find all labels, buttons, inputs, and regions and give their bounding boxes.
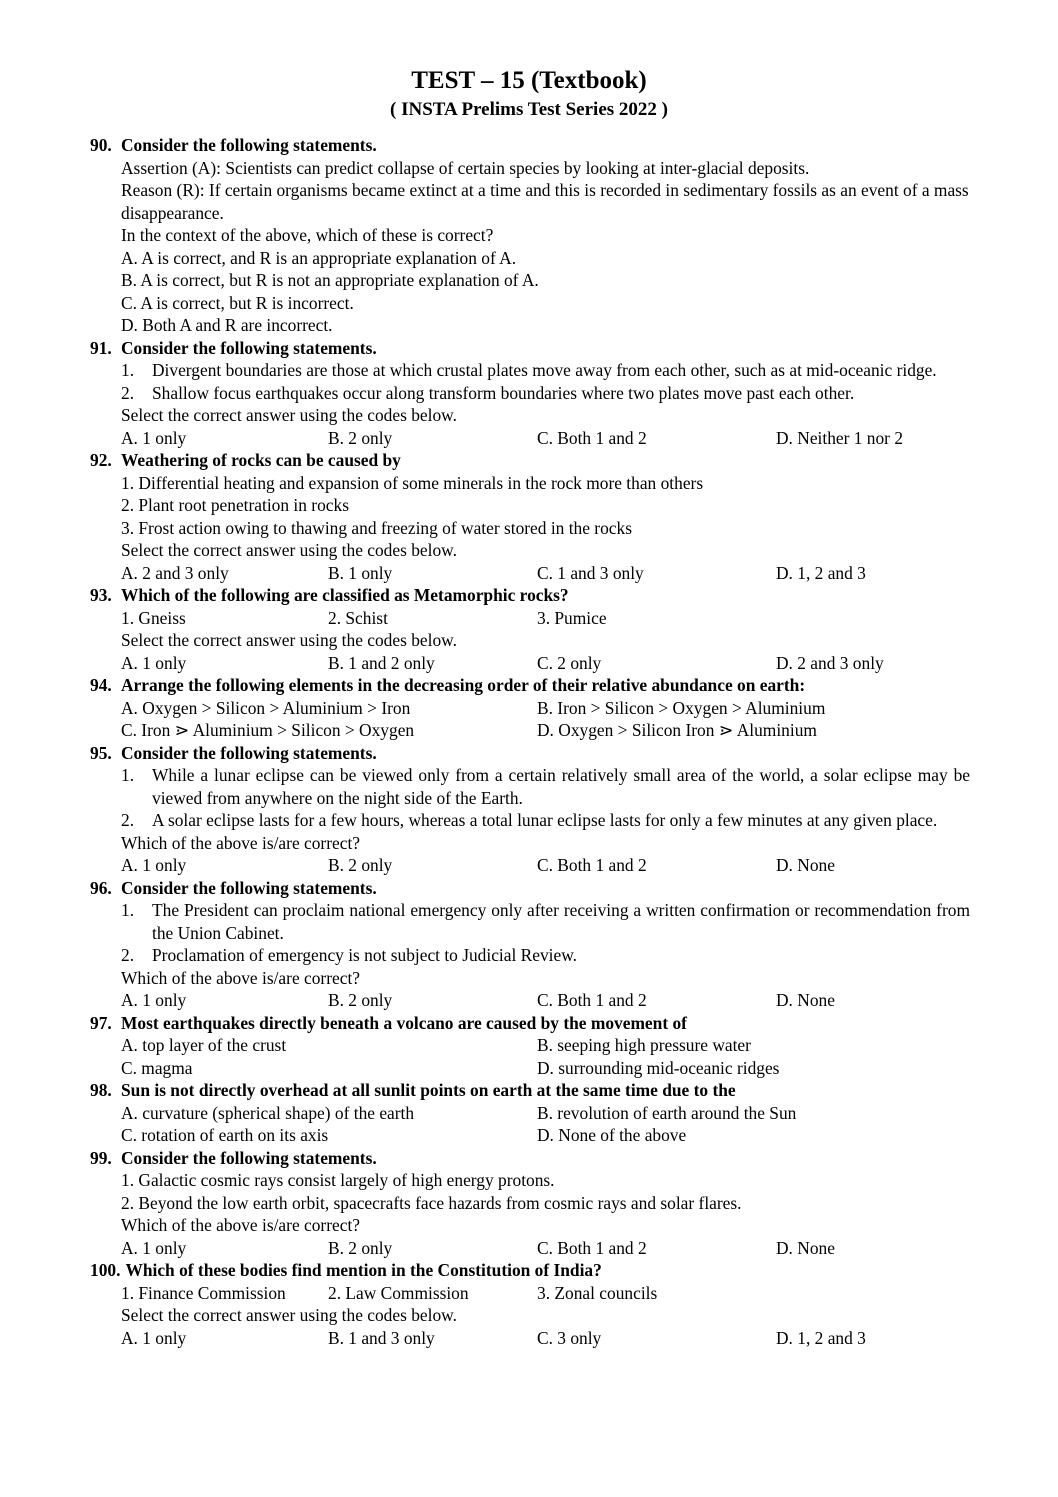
question-91 — [90, 337, 970, 450]
answer-option: A. curvature (spherical shape) of the earth — [121, 1102, 415, 1123]
question-body — [90, 1169, 970, 1259]
question-prompt: Which of these bodies find mention in the Constitution of India? — [125, 1260, 602, 1280]
question-body — [90, 697, 970, 742]
page-header — [0, 0, 1058, 122]
question-header — [90, 1012, 970, 1035]
answer-option: B. 2 only — [328, 427, 393, 448]
option-row — [121, 427, 970, 450]
question-body — [90, 1034, 970, 1079]
question-header — [90, 1079, 970, 1102]
statement-text: While a lunar eclipse can be viewed only from a certain relatively small area of the world, a solar eclipse may be viewed from anywhere on the night side of the Earth. — [152, 765, 970, 808]
question-instruction: Which of the above is/are correct? — [121, 967, 360, 988]
statement — [121, 899, 970, 944]
statement — [121, 382, 970, 405]
answer-option: D. 1, 2 and 3 — [776, 562, 866, 583]
question-number: 90. — [90, 135, 112, 155]
question-97 — [90, 1012, 970, 1080]
statement — [121, 764, 970, 809]
question-header — [90, 449, 970, 472]
question-prompt: Which of the following are classified as Metamorphic rocks? — [121, 585, 569, 605]
question-line: A. A is correct, and R is an appropriate explanation of A. — [121, 247, 517, 268]
answer-option: C. 2 only — [537, 652, 602, 673]
item-row — [121, 607, 970, 630]
answer-option: D. None — [776, 990, 835, 1010]
option-row — [121, 562, 970, 585]
option-row — [121, 1102, 970, 1125]
option-row — [121, 697, 970, 720]
question-body — [90, 472, 970, 585]
answer-option: B. 2 only — [328, 1237, 393, 1258]
question-prompt: Consider the following statements. — [121, 337, 377, 358]
question-prompt: Sun is not directly overhead at all sunlit points on earth at the same time due to the — [121, 1080, 736, 1100]
statement-text: Divergent boundaries are those at which crustal plates move away from each other, such as at mid-oceanic ridge. — [152, 360, 937, 380]
question-instruction: Select the correct answer using the codes below. — [121, 540, 457, 560]
answer-option: B. 2 only — [328, 855, 393, 875]
answer-option: D. surrounding mid-oceanic ridges — [537, 1057, 780, 1078]
page-subtitle: ( INSTA Prelims Test Series 2022 ) — [390, 99, 668, 120]
answer-option: B. seeping high pressure water — [537, 1035, 751, 1055]
question-prompt: Consider the following statements. — [121, 135, 377, 155]
item: 3. Zonal councils — [537, 1282, 658, 1303]
answer-option: D. None — [776, 855, 835, 875]
answer-option: A. 1 only — [121, 990, 187, 1010]
answer-option: D. Oxygen > Silicon Iron ⋗ Aluminium — [537, 720, 817, 740]
answer-option: B. 2 only — [328, 990, 393, 1010]
question-number: 92. — [90, 450, 112, 470]
item: 2. Schist — [328, 607, 388, 628]
answer-option: B. Iron > Silicon > Oxygen > Aluminium — [537, 697, 826, 718]
answer-option: A. 1 only — [121, 1327, 187, 1348]
page-title: TEST – 15 (Textbook) — [411, 67, 647, 94]
statement-number: 2. — [121, 810, 135, 830]
answer-option: C. rotation of earth on its axis — [121, 1125, 329, 1145]
answer-option: A. Oxygen > Silicon > Aluminium > Iron — [121, 697, 411, 718]
answer-option: B. 1 and 3 only — [328, 1327, 435, 1348]
item: 2. Law Commission — [328, 1282, 469, 1303]
question-header — [90, 584, 970, 607]
question-line: 1. Galactic cosmic rays consist largely of high energy protons. — [121, 1170, 555, 1190]
item: 1. Gneiss — [121, 607, 186, 628]
question-header — [90, 1147, 970, 1170]
option-row — [121, 1057, 970, 1080]
answer-option: D. None — [776, 1237, 835, 1258]
question-line: Reason (R): If certain organisms became extinct at a time and this is recorded in sedimentary fossils as an event of a mass disappearance. — [121, 180, 969, 223]
statement-text: Proclamation of emergency is not subject to Judicial Review. — [152, 945, 577, 965]
answer-option: A. 1 only — [121, 427, 187, 448]
question-96 — [90, 877, 970, 1012]
answer-option: C. Both 1 and 2 — [537, 855, 647, 875]
answer-option: A. 1 only — [121, 1237, 187, 1258]
question-98 — [90, 1079, 970, 1147]
question-instruction: Select the correct answer using the codes below. — [121, 1305, 457, 1325]
answer-option: D. None of the above — [537, 1125, 687, 1145]
question-prompt: Arrange the following elements in the decreasing order of their relative abundance on earth: — [121, 675, 806, 695]
question-number: 96. — [90, 877, 112, 898]
question-prompt: Consider the following statements. — [121, 742, 377, 763]
question-body — [90, 359, 970, 449]
question-body — [90, 1102, 970, 1147]
question-number: 94. — [90, 675, 112, 695]
question-line: 3. Frost action owing to thawing and freezing of water stored in the rocks — [121, 517, 632, 538]
question-instruction: Select the correct answer using the codes below. — [121, 630, 457, 650]
answer-option: C. 1 and 3 only — [537, 562, 644, 583]
item: 3. Pumice — [537, 607, 607, 628]
question-99 — [90, 1147, 970, 1260]
question-line: B. A is correct, but R is not an appropriate explanation of A. — [121, 270, 539, 290]
item-row — [121, 1282, 970, 1305]
statement-number: 2. — [121, 945, 135, 965]
question-body — [90, 764, 970, 877]
option-row — [121, 652, 970, 675]
question-body — [90, 899, 970, 1012]
question-line: 1. Differential heating and expansion of some minerals in the rock more than others — [121, 472, 704, 493]
question-95 — [90, 742, 970, 877]
question-line: In the context of the above, which of these is correct? — [121, 225, 494, 245]
answer-option: A. 1 only — [121, 855, 187, 875]
question-prompt: Weathering of rocks can be caused by — [121, 450, 401, 470]
answer-option: C. Both 1 and 2 — [537, 990, 647, 1010]
question-94 — [90, 674, 970, 742]
statement-number: 1. — [121, 360, 135, 380]
question-93 — [90, 584, 970, 674]
question-header — [90, 742, 970, 765]
option-row — [121, 854, 970, 877]
question-line: C. A is correct, but R is incorrect. — [121, 292, 354, 313]
statement-number: 2. — [121, 382, 135, 403]
question-92 — [90, 449, 970, 584]
statement — [121, 809, 970, 832]
answer-option: A. 2 and 3 only — [121, 562, 229, 583]
statement-text: A solar eclipse lasts for a few hours, whereas a total lunar eclipse lasts for only a few minutes at any given place. — [152, 810, 938, 830]
statement — [121, 944, 970, 967]
question-number: 95. — [90, 742, 112, 763]
option-row — [121, 1327, 970, 1350]
question-number: 91. — [90, 337, 112, 358]
answer-option: C. Both 1 and 2 — [537, 427, 647, 448]
answer-option: D. Neither 1 nor 2 — [776, 427, 904, 448]
question-line: 2. Plant root penetration in rocks — [121, 495, 349, 515]
answer-option: C. Both 1 and 2 — [537, 1237, 647, 1258]
option-row — [121, 1237, 970, 1260]
statement-text: Shallow focus earthquakes occur along transform boundaries where two plates move past each other. — [152, 382, 855, 403]
option-row — [121, 719, 970, 742]
question-prompt: Consider the following statements. — [121, 1147, 377, 1168]
question-header — [90, 134, 970, 157]
answer-option: B. 1 and 2 only — [328, 652, 435, 673]
question-line: D. Both A and R are incorrect. — [121, 315, 333, 335]
option-row — [121, 1034, 970, 1057]
question-instruction: Select the correct answer using the codes below. — [121, 405, 457, 425]
question-header — [90, 674, 970, 697]
question-instruction: Which of the above is/are correct? — [121, 832, 360, 853]
question-body — [90, 157, 970, 337]
question-90 — [90, 134, 970, 337]
question-line: Assertion (A): Scientists can predict collapse of certain species by looking at inter-glacial deposits. — [121, 157, 810, 178]
statement-number: 1. — [121, 900, 135, 920]
answer-option: B. 1 only — [328, 562, 393, 583]
question-prompt: Consider the following statements. — [121, 877, 377, 898]
question-number: 97. — [90, 1012, 112, 1033]
question-header — [90, 337, 970, 360]
question-header — [90, 1259, 970, 1282]
question-body — [90, 607, 970, 675]
answer-option: C. magma — [121, 1057, 193, 1078]
question-prompt: Most earthquakes directly beneath a volcano are caused by the movement of — [121, 1012, 687, 1033]
answer-option: A. top layer of the crust — [121, 1035, 287, 1055]
question-header — [90, 877, 970, 900]
statement-text: The President can proclaim national emergency only after receiving a written confirmation or recommendation from the Union Cabinet. — [152, 900, 970, 943]
question-instruction: Which of the above is/are correct? — [121, 1215, 360, 1235]
item: 1. Finance Commission — [121, 1282, 286, 1303]
option-row — [121, 989, 970, 1012]
answer-option: C. 3 only — [537, 1327, 602, 1348]
question-number: 99. — [90, 1147, 112, 1168]
answer-option: D. 1, 2 and 3 — [776, 1327, 866, 1348]
statement-number: 1. — [121, 765, 135, 785]
question-body — [90, 1282, 970, 1350]
question-line: 2. Beyond the low earth orbit, spacecrafts face hazards from cosmic rays and solar flares. — [121, 1192, 742, 1213]
question-number: 100. — [90, 1260, 121, 1280]
statement — [121, 359, 970, 382]
option-row — [121, 1124, 970, 1147]
question-100 — [90, 1259, 970, 1349]
answer-option: A. 1 only — [121, 652, 187, 673]
answer-option: D. 2 and 3 only — [776, 652, 884, 673]
question-list — [90, 134, 970, 1349]
answer-option: C. Iron ⋗ Aluminium > Silicon > Oxygen — [121, 720, 415, 740]
answer-option: B. revolution of earth around the Sun — [537, 1102, 797, 1123]
question-number: 98. — [90, 1080, 112, 1100]
question-number: 93. — [90, 585, 112, 605]
